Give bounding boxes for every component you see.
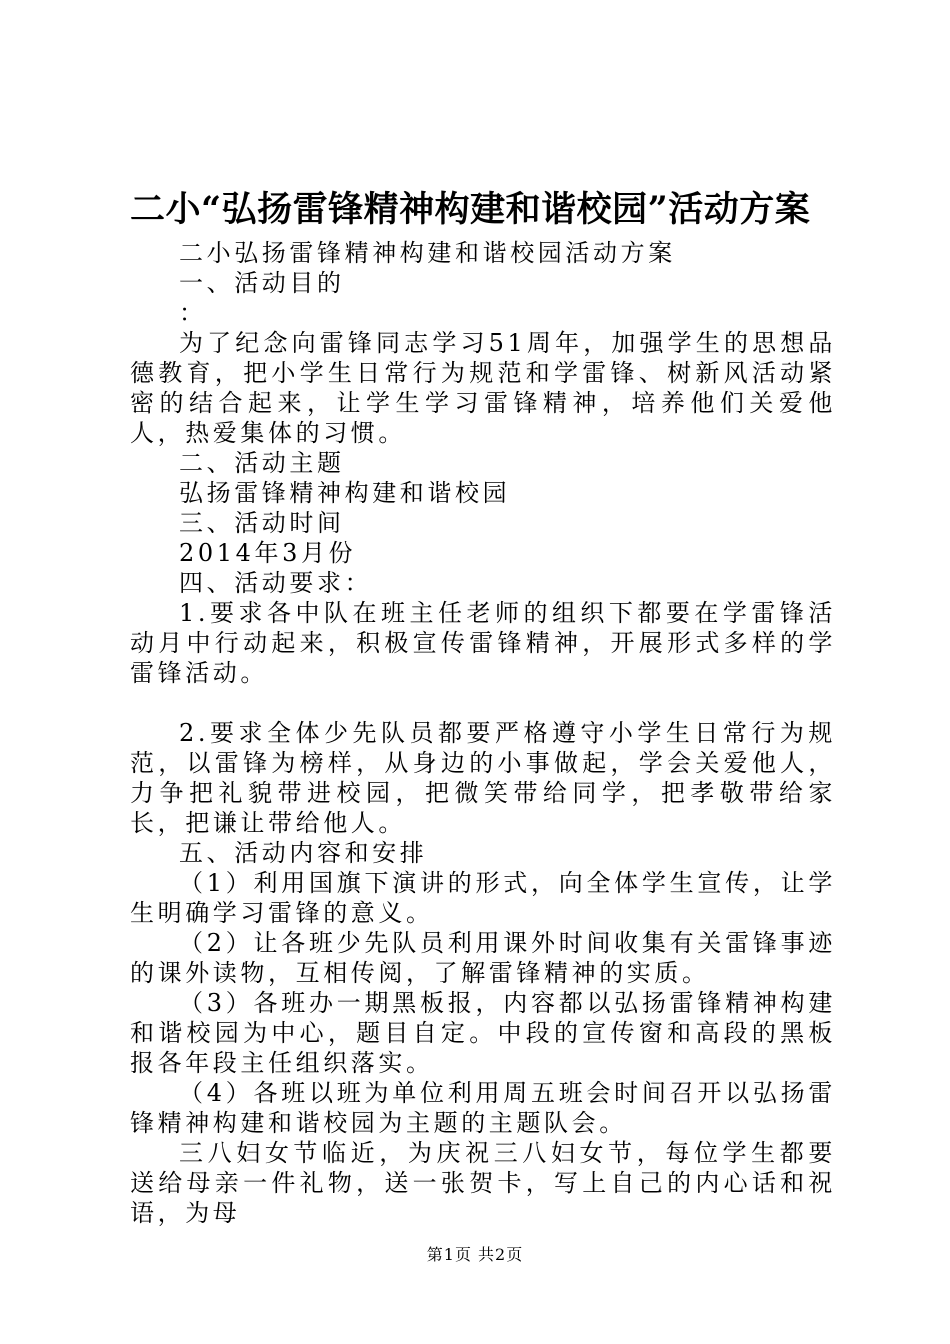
section-heading-time: 三、活动时间: [179, 509, 345, 537]
paragraph-colon: ：: [179, 299, 207, 327]
section-heading-requirements: 四、活动要求：: [179, 569, 373, 597]
paragraph-item-1: （1）利用国旗下演讲的形式，向全体学生宣传，让学生明确学习雷锋的意义。: [130, 869, 836, 927]
paragraph-item-3: （3）各班办一期黑板报，内容都以弘扬雷锋精神构建和谐校园为中心，题目自定。中段的宣传窗和高段的黑板报各年段主任组织落实。: [130, 989, 836, 1077]
paragraph-purpose: 为了纪念向雷锋同志学习51周年，加强学生的思想品德教育，把小学生日常行为规范和学雷锋、树新风活动紧密的结合起来，让学生学习雷锋精神，培养他们关爱他人，热爱集体的习惯。: [130, 329, 836, 447]
document-title: 二小“弘扬雷锋精神构建和谐校园”活动方案: [130, 189, 811, 230]
paragraph-subtitle: 二小弘扬雷锋精神构建和谐校园活动方案: [179, 239, 676, 267]
page-footer: 第1页 共2页: [426, 1245, 524, 1264]
section-heading-purpose: 一、活动目的: [179, 269, 345, 297]
section-heading-theme: 二、活动主题: [179, 449, 345, 477]
paragraph-time: 2014年3月份: [179, 539, 357, 567]
paragraph-womens-day: 三八妇女节临近，为庆祝三八妇女节，每位学生都要送给母亲一件礼物，送一张贺卡，写上自己的内心话和祝语，为母: [130, 1139, 836, 1227]
paragraph-requirement-1: 1.要求各中队在班主任老师的组织下都要在学雷锋活动月中行动起来，积极宣传雷锋精神，开展形式多样的学雷锋活动。: [130, 599, 836, 687]
paragraph-requirement-2: 2.要求全体少先队员都要严格遵守小学生日常行为规范，以雷锋为榜样，从身边的小事做起，学会关爱他人，力争把礼貌带进校园，把微笑带给同学，把孝敬带给家长，把谦让带给他人。: [130, 719, 836, 837]
section-heading-content: 五、活动内容和安排: [179, 839, 428, 867]
document-body: [130, 238, 836, 1228]
paragraph-item-4: （4）各班以班为单位利用周五班会时间召开以弘扬雷锋精神构建和谐校园为主题的主题队会。: [130, 1079, 836, 1137]
blank-line: [130, 688, 836, 718]
paragraph-item-2: （2）让各班少先队员利用课外时间收集有关雷锋事迹的课外读物，互相传阅，了解雷锋精神的实质。: [130, 929, 836, 987]
paragraph-theme: 弘扬雷锋精神构建和谐校园: [179, 479, 511, 507]
